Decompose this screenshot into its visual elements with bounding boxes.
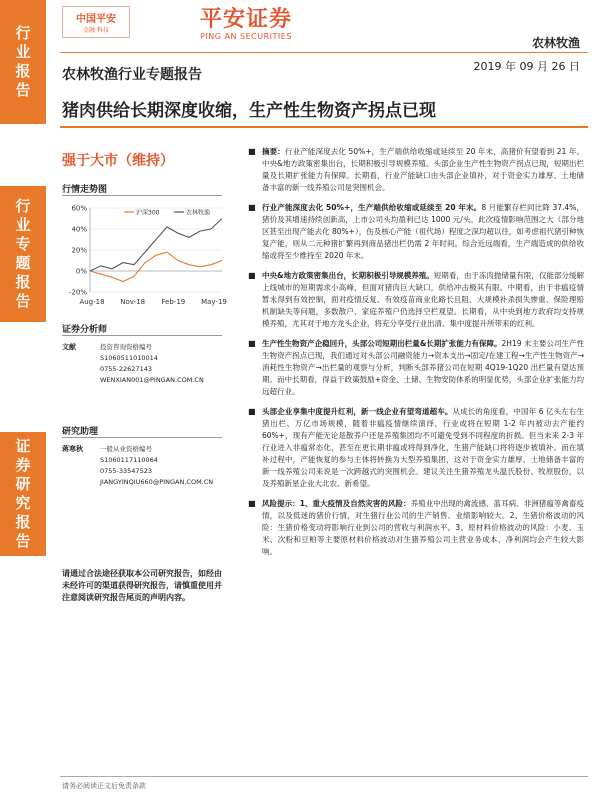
x-tick-label: Feb-19 [161, 298, 186, 306]
paragraph-body: 行业产能深度去化 50%+，生产端供给收缩或延续至 20 年末，高猪价有望看到 21 年。中央&地方政策密集出台，长期积极引导规模养殖。头部企业生产性生物资产拐点已现，短期出栏量及长期扩张能力有保障。长期看，行业产能缺口由头部企业填补，对于资金实力雄厚、土地储备丰富的新一线养殖公司是突围机会。 [262, 147, 584, 192]
summary-content [248, 146, 584, 566]
paragraph-body: 短期看，由于冻肉抛储量有限，仅能部分缓解上线城市的短期需求小高峰，但面对猪肉巨大缺口，供给冲击极其有限。中期看，由于非瘟疫情暂未得到有效控制，面对疫情反复、有效疫苗商业化路长且阻、大规模补杀损失惨重、保险理赔机制缺失等问题，多数散户、家庭养殖户仍选择空栏观望。长期看，从中央到地方政府均支持规模养殖，尤其对于地方龙头企业，将充分享受行业出清、集中度提升所带来的红利。 [262, 271, 585, 328]
paragraph-heading: 中央&地方政策密集出台，长期积极引导规模养殖。 [262, 271, 434, 280]
sidebar-char: 告 [15, 292, 31, 310]
logo-text: 中国平安 [76, 14, 116, 25]
analyst-phone: 0755-22627143 [100, 365, 152, 373]
sidebar-char: 究 [15, 494, 31, 512]
y-tick-label: 40% [71, 225, 87, 234]
paragraph-heading: 头部企业享集中度提升红利，新一线企业有望弯道超车。 [262, 407, 453, 416]
paragraph-body: 从成长的角度看，中国年 6 亿头左右生猪出栏、万亿市场规模，随着非瘟疫情继续演绎，行业或将在短期 1-2 年内被动去产能约 60%+，现有产能无论是散养户还是养殖集团均不可避免受到不同程度的折损。但当未来 2-3 年行业进入非瘟常态化，甚至在更长期非瘟或将得到净化，生猪产能缺口将将逐步被填补。而在填补过程中，产能恢复的参与主体将转换为大型养殖集团，这对于资金实力雄厚、土地储备丰富的新一线养殖公司来说是一次跨越式的突围机会。建议关注生猪养殖龙头温氏股份、牧原股份，以及养殖新星企业大北农、新希望。 [262, 407, 584, 488]
header-divider [60, 52, 588, 53]
sidebar-char: 行 [15, 24, 31, 42]
paragraph-heading: 行业产能深度去化 50%+，生产端供给收缩或延续至 20 年末。 [262, 203, 482, 212]
sidebar-char: 券 [15, 456, 31, 474]
sidebar-char: 证 [15, 437, 31, 455]
legend-label: 沪深300 [136, 209, 160, 217]
x-tick-label: Aug-18 [79, 298, 105, 306]
ping-an-logo [62, 6, 130, 38]
sidebar-char: 专 [15, 235, 31, 253]
y-tick-label: -20% [68, 288, 87, 297]
y-tick-label: 60% [71, 204, 87, 213]
policy-paragraph [248, 270, 584, 330]
report-date: 2019 年 09 月 26 日 [473, 60, 580, 73]
summary-paragraph [248, 146, 584, 194]
assistant-name: 蒋寒秋 [62, 445, 83, 453]
paragraph-body: 2H19 末主要公司生产性生物资产拐点已现，我们通过对头部公司融资能力→资本支出→固定/在建工程→生产性生物资产→消耗性生物资产→出栏量的观察与分析，判断头部养猪公司在短期 4Q19-1Q20 出栏量有望达预期。而中长期看，得益于政策鼓励+资金、土储、生物安防体系的明显优势，头部企业扩张能力均远超行业。 [262, 339, 584, 396]
concentration-paragraph [248, 406, 584, 490]
sidebar-tab-industry-report [0, 0, 46, 124]
analyst-block [62, 342, 242, 390]
analyst-name: 文献 [62, 343, 76, 351]
brand-en: PING AN SECURITIES [200, 32, 292, 41]
sidebar-char: 告 [15, 81, 31, 99]
market-trend-chart [62, 200, 228, 310]
assistant-phone: 0755-33547523 [100, 467, 152, 475]
industry-name: 农林牧渔 [531, 36, 580, 50]
assistant-label: 研究助理 [62, 427, 99, 437]
capacity-paragraph [248, 202, 584, 262]
x-tick-label: Nov-18 [120, 298, 146, 306]
sidebar-char: 业 [15, 216, 31, 234]
x-tick-label: May-19 [201, 298, 227, 306]
bio-assets-paragraph [248, 338, 584, 398]
analyst-cert-number: S1060511010014 [100, 354, 158, 362]
footer-divider [60, 776, 588, 777]
risk-paragraph [248, 498, 584, 558]
sidebar-char: 题 [15, 254, 31, 272]
analyst-email[interactable]: WENXIAN001@PINGAN.COM.CN [100, 376, 204, 384]
chart-label-divider [62, 195, 222, 196]
paragraph-body: 养殖业中出现的禽流感、蓝耳病、非洲猪瘟等禽畜疫情，以及低迷的猪价行情，对生猪行业公司的生产销售、业绩影响较大。2、生猪价格波动的风险：生猪价格变动将影响行业到公司的营收与利润水平。3、原材料价格波动的风险：小麦、玉米、次粉和豆粕等主要原材料价格波动对生猪养殖公司主营业务成本、净利润均会产生较大影响。 [262, 499, 585, 556]
sidebar-tab-industry-special-report [0, 186, 46, 322]
sidebar-char: 报 [15, 513, 31, 531]
sidebar-char: 告 [15, 532, 31, 550]
sidebar-char: 行 [15, 197, 31, 215]
brand-cn: 平安证券 [199, 7, 292, 32]
assistant-block [62, 444, 242, 500]
assistant-cert-label: 一般从业资格编号 [100, 445, 152, 453]
series-line-hs300 [90, 252, 222, 281]
paragraph-heading: 生产性生物资产企稳回升，头部公司短期出栏量&长期扩张能力有保障。 [262, 339, 502, 348]
logo-small-text: 金融·科技 [83, 27, 109, 34]
chart-label: 行情走势图 [62, 185, 108, 195]
brand [178, 8, 314, 41]
sidebar-char: 研 [15, 475, 31, 493]
legend-label: 农林牧渔 [186, 209, 211, 217]
rating: 强于大市（维持） [62, 153, 174, 169]
analysts-divider [62, 335, 222, 336]
report-type: 农林牧渔行业专题报告 [62, 67, 202, 83]
analyst-info [100, 342, 240, 386]
footer-disclaimer: 请务必阅读正文后免责条款 [62, 782, 146, 790]
assistant-email[interactable]: JIANGYINQIU660@PINGAN.COM.CN [100, 478, 214, 486]
paragraph-heading: 摘要： [262, 147, 285, 156]
report-title: 猪肉供给长期深度收缩，生产性生物资产拐点已现 [62, 101, 436, 121]
series-line-agriculture [90, 219, 222, 272]
legal-notice: 请通过合法途径获取本公司研究报告，如经由未经许可的渠道获得研究报告，请慎重使用并注意阅读研究报告尾页的声明内容。 [62, 569, 222, 602]
analysts-label: 证券分析师 [62, 325, 108, 335]
sidebar-char: 报 [15, 273, 31, 291]
title-divider [60, 126, 588, 128]
assistant-divider [62, 437, 222, 438]
paragraph-body: 8 月能繁存栏同比降 37.4%，猪价及其增速持续创新高，上市公司头均盈利已达 1000 元/头。此次疫情影响范围之大（部分地区甚至出现产能去化 80%+），伤及核心产能（祖代场）程度之深均超以往，如考虑祖代猪引种恢复产能，则从二元种猪扩繁再到商品猪出栏仍需 2 年时间。综合近远端看，生产端造成的供给收缩或将至少维持至 2020 年末。 [262, 203, 584, 260]
analyst-cert-label: 投资咨询资格编号 [100, 343, 152, 351]
paragraph-heading: 风险提示：1、重大疫情及自然灾害的风险： [262, 499, 411, 508]
assistant-cert-number: S1060117110064 [100, 456, 158, 464]
y-tick-label: 20% [71, 246, 87, 255]
assistant-info [100, 444, 240, 488]
sidebar-char: 报 [15, 62, 31, 80]
sidebar-char: 业 [15, 43, 31, 61]
y-tick-label: 0% [75, 267, 87, 276]
sidebar-tab-securities-research-report [0, 432, 46, 556]
